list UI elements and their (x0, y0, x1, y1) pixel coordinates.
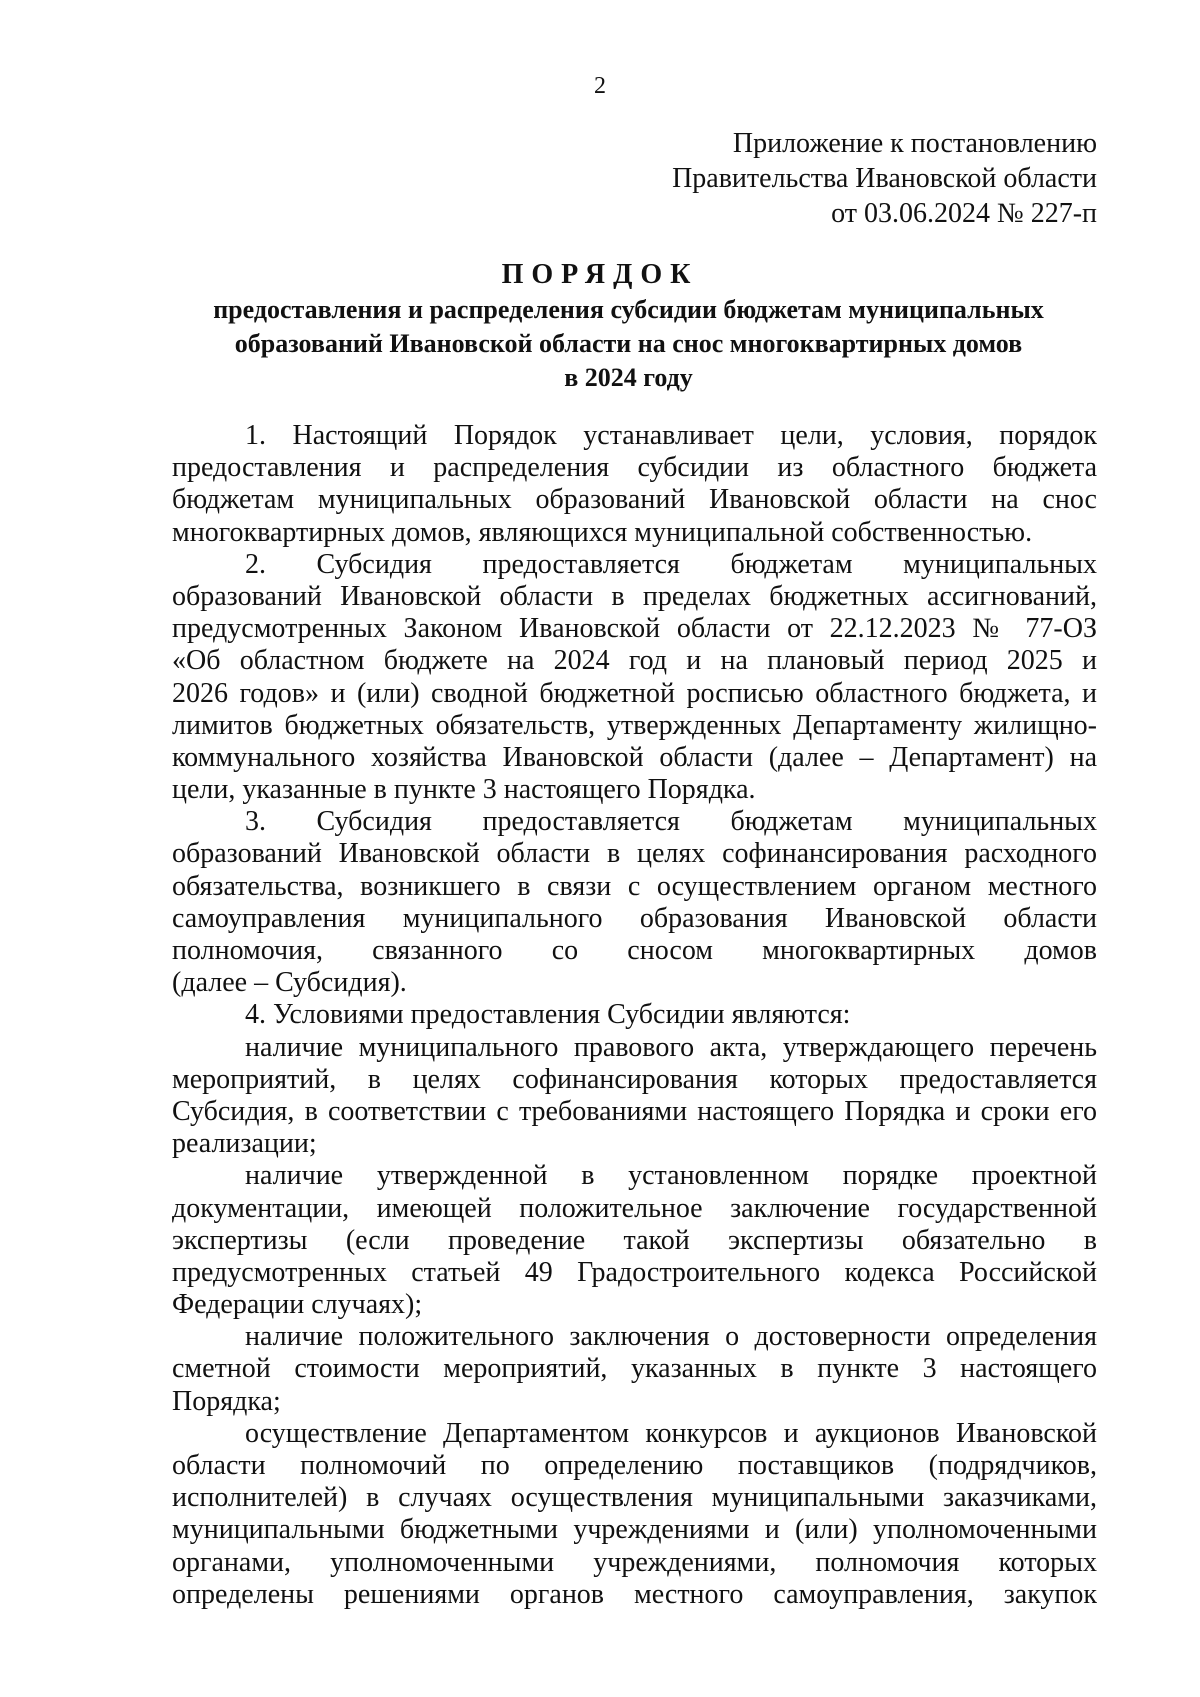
paragraph-3-line: самоуправления муниципального образования Ивановской области (172, 902, 1097, 934)
paragraph-2-line: 2026 годов» и (или) сводной бюджетной росписью областного бюджета, и (172, 677, 1097, 709)
condition-2-line: экспертизы (если проведение такой экспертизы обязательно в (172, 1224, 1097, 1256)
paragraph-4-line: 4. Условиями предоставления Субсидии являются: (245, 999, 851, 1031)
paragraph-2-line: предусмотренных Законом Ивановской области от 22.12.2023 № 77-ОЗ (172, 613, 1097, 645)
condition-1-line: Субсидия, в соответствии с требованиями настоящего Порядка и сроки его (172, 1095, 1097, 1127)
condition-2-line: Федерации случаях); (172, 1289, 423, 1321)
condition-4-line: органами, уполномоченными учреждениями, полномочия которых (172, 1546, 1097, 1578)
condition-2-line: наличие утвержденной в установленном порядке проектной (245, 1160, 1097, 1192)
appendix-line: от 03.06.2024 № 227-п (831, 198, 1097, 229)
appendix-reference (672, 126, 1097, 231)
paragraph-2-line: «Об областном бюджете на 2024 год и на плановый период 2025 и (172, 645, 1097, 677)
document-body (172, 420, 1097, 1611)
subtitle-line: предоставления и распределения субсидии бюджетам муниципальных (213, 295, 1044, 324)
condition-3-line: Порядка; (172, 1385, 281, 1417)
condition-3-line: наличие положительного заключения о достоверности определения (245, 1321, 1097, 1353)
condition-4-line: области полномочий по определению поставщиков (подрядчиков, (172, 1450, 1097, 1481)
paragraph-2-line: образований Ивановской области в пределах бюджетных ассигнований, (172, 580, 1097, 612)
paragraph-2-line: лимитов бюджетных обязательств, утвержденных Департаменту жилищно- (172, 709, 1097, 741)
document-title: ПОРЯДОК (501, 259, 699, 290)
condition-1-line: реализации; (172, 1128, 317, 1160)
condition-2-line: документации, имеющей положительное заключение государственной (172, 1192, 1097, 1224)
page-number: 2 (594, 73, 606, 99)
paragraph-1-line: бюджетам муниципальных образований Ивановской области на снос (172, 484, 1097, 516)
condition-3-line: сметной стоимости мероприятий, указанных в пункте 3 настоящего (172, 1353, 1097, 1385)
paragraph-2-line: цели, указанные в пункте 3 настоящего Порядка. (172, 774, 756, 806)
subtitle-line: в 2024 году (564, 363, 693, 392)
condition-4-line: определены решениями органов местного самоуправления, закупок (172, 1578, 1097, 1610)
paragraph-3-line: образований Ивановской области в целях софинансирования расходного (172, 838, 1097, 870)
paragraph-2-line: 2. Субсидия предоставляется бюджетам муниципальных (245, 548, 1097, 580)
condition-2-line: предусмотренных статьей 49 Градостроительного кодекса Российской (172, 1256, 1097, 1288)
condition-4-line: осуществление Департаментом конкурсов и аукционов Ивановской (245, 1417, 1097, 1449)
condition-4-line: муниципальными бюджетными учреждениями и (или) уполномоченными (172, 1514, 1097, 1546)
subtitle-line: образований Ивановской области на снос многоквартирных домов (234, 329, 1023, 358)
condition-4-line: исполнителей) в случаях осуществления муниципальными заказчиками, (172, 1482, 1097, 1514)
appendix-line: Приложение к постановлению (732, 128, 1097, 159)
condition-1-line: мероприятий, в целях софинансирования которых предоставляется (172, 1063, 1097, 1095)
paragraph-3-line: полномочия, связанного со сносом многоквартирных домов (172, 935, 1097, 966)
paragraph-1-line: многоквартирных домов, являющихся муниципальной собственностью. (172, 516, 1033, 548)
appendix-line: Правительства Ивановской области (672, 163, 1097, 194)
paragraph-3-line: 3. Субсидия предоставляется бюджетам муниципальных (245, 806, 1097, 838)
paragraph-1-line: предоставления и распределения субсидии из областного бюджета (172, 452, 1097, 484)
document-subtitle (160, 293, 1097, 395)
paragraph-2-line: коммунального хозяйства Ивановской области (далее – Департамент) на (172, 741, 1097, 773)
paragraph-3-line: обязательства, возникшего в связи с осуществлением органом местного (172, 870, 1097, 902)
paragraph-3-line: (далее – Субсидия). (172, 967, 407, 999)
condition-1-line: наличие муниципального правового акта, утверждающего перечень (245, 1031, 1097, 1063)
paragraph-1-line: 1. Настоящий Порядок устанавливает цели, условия, порядок (245, 420, 1097, 451)
